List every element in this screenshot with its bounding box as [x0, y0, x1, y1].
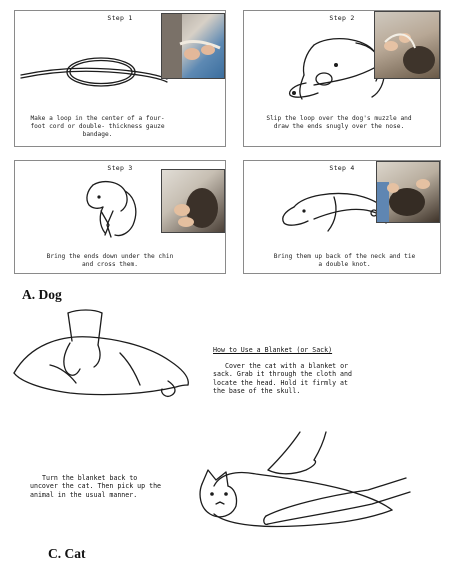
- dog-chin-cross-drawing: [63, 175, 163, 245]
- dog-section-label: A. Dog: [22, 287, 62, 302]
- step-4-caption: Bring them up back of the neck and tie a double knot.: [273, 253, 416, 268]
- step-1-panel: [14, 10, 226, 147]
- step-2-caption: Slip the loop over the dog's muzzle and draw the ends snugly over the nose.: [266, 115, 412, 130]
- step-3-panel: [14, 160, 226, 274]
- step-2-panel: [243, 10, 441, 147]
- step-1-caption: Make a loop in the center of a four-foot cord or double- thickness gauze bandage.: [30, 115, 165, 138]
- cat-instruction-1: Cover the cat with a blanket or sack. Grab it through the cloth and locate the head. Hold it firmly at the base of the skull.: [213, 362, 352, 395]
- step-3-title: Step 3: [107, 164, 133, 172]
- step-2-title: Step 2: [329, 14, 355, 22]
- step-3-caption: Bring the ends down under the chin and cross them.: [46, 253, 174, 268]
- cat-uncovered-drawing: [196, 430, 416, 540]
- cat-section-label: C. Cat: [48, 546, 86, 561]
- step-4-title: Step 4: [329, 164, 355, 172]
- step-1-photo: [161, 13, 225, 79]
- cat-instruction-2: Turn the blanket back to uncover the cat. Then pick up the animal in the usual manner.: [30, 474, 162, 499]
- step-1-title: Step 1: [107, 14, 133, 22]
- blanket-over-cat-drawing: [10, 305, 210, 415]
- loop-cord-drawing: [19, 39, 169, 99]
- step-4-photo: [376, 161, 440, 223]
- step-3-photo: [161, 169, 225, 233]
- blanket-heading: How to Use a Blanket (or Sack): [213, 346, 333, 354]
- step-2-photo: [374, 11, 440, 79]
- step-4-panel: [243, 160, 441, 274]
